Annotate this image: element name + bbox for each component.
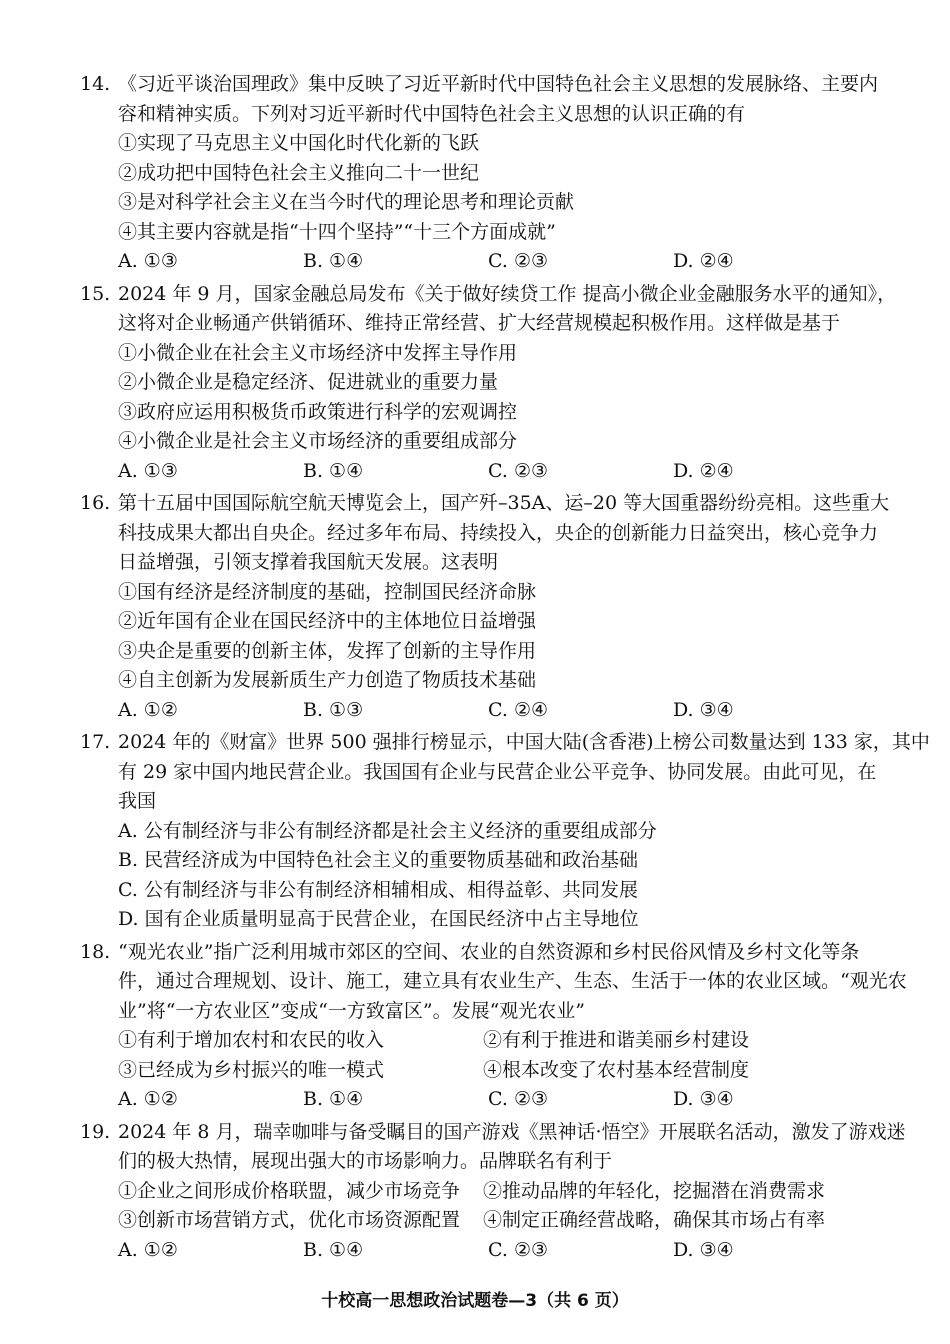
- option-a: A. 公有制经济与非公有制经济都是社会主义经济的重要组成部分: [118, 819, 657, 842]
- statement-item: ④其主要内容就是指“十四个坚持”“十三个方面成就”: [118, 220, 556, 243]
- question-stem-line: 科技成果大都出自央企。经过多年布局、持续投入，央企的创新能力日益突出，核心竞争力: [118, 521, 879, 544]
- option-d: D. ②④: [673, 250, 734, 272]
- statement-item: ①小微企业在社会主义市场经济中发挥主导作用: [118, 341, 518, 364]
- question-stem-line: 2024 年 8 月，瑞幸咖啡与备受瞩目的国产游戏《黑神话·悟空》开展联名活动，激发了游戏迷: [118, 1120, 906, 1143]
- question-number: 17.: [80, 731, 111, 753]
- answer-options: [80, 696, 890, 726]
- question-number: 18.: [80, 940, 111, 963]
- question-stem-line: 这将对企业畅通产供销循环、维持正常经营、扩大经营规模起积极作用。这样做是基于: [118, 312, 841, 334]
- question-number: 15.: [80, 282, 111, 305]
- question-18: [80, 938, 907, 1115]
- answer-options: [80, 1236, 890, 1266]
- option-a: A. ①②: [118, 1088, 178, 1110]
- statement-item: ②成功把中国特色社会主义推向二十一世纪: [118, 161, 480, 184]
- statement-item: ①有利于增加农村和农民的收入: [118, 1029, 385, 1051]
- option-b: B. ①④: [303, 1088, 364, 1110]
- question-stem-line: 2024 年的《财富》世界 500 强排行榜显示，中国大陆(含香港)上榜公司数量达到 133 家，其中: [118, 731, 930, 753]
- statement-item: ③创新市场营销方式，优化市场资源配置: [118, 1209, 461, 1231]
- option-b: B. ①④: [303, 459, 364, 482]
- option-c: C. ②③: [488, 1238, 549, 1261]
- statement-item: ③是对科学社会主义在当今时代的理论思考和理论贡献: [118, 191, 575, 213]
- statement-item: ④制定正确经营战略，确保其市场占有率: [483, 1209, 826, 1231]
- statement-item: ①企业之间形成价格联盟，减少市场竞争: [118, 1179, 461, 1202]
- statement-item: ④小微企业是社会主义市场经济的重要组成部分: [118, 430, 518, 452]
- option-b: B. ①④: [303, 1238, 364, 1261]
- option-b: B. 民营经济成为中国特色社会主义的重要物质基础和政治基础: [118, 849, 639, 871]
- statement-item: ③已经成为乡村振兴的唯一模式: [118, 1058, 385, 1081]
- statement-item: ②小微企业是稳定经济、促进就业的重要力量: [118, 371, 499, 393]
- question-stem-line: 我国: [118, 790, 157, 812]
- question-16: [80, 489, 890, 725]
- option-c: C. ②③: [488, 459, 549, 482]
- option-d: D. ③④: [673, 1238, 734, 1261]
- question-stem-line: 业”将“一方农业区”变成“一方致富区”。发展“观光农业”: [118, 999, 585, 1022]
- statement-item: ③政府应运用积极货币政策进行科学的宏观调控: [118, 400, 518, 423]
- question-number: 16.: [80, 492, 111, 514]
- option-b: B. ①④: [303, 250, 364, 272]
- option-d: D. 国有企业质量明显高于民营企业，在国民经济中占主导地位: [118, 908, 639, 930]
- statement-item: ③央企是重要的创新主体，发挥了创新的主导作用: [118, 639, 537, 662]
- question-stem-line: 第十五届中国国际航空航天博览会上，国产歼–35A、运–20 等大国重器纷纷亮相。这些重大: [118, 492, 890, 514]
- statement-item: ①国有经济是经济制度的基础，控制国民经济命脉: [118, 580, 537, 603]
- question-stem-line: 《习近平谈治国理政》集中反映了习近平新时代中国特色社会主义思想的发展脉络、主要内: [118, 73, 879, 95]
- statement-item: ④自主创新为发展新质生产力创造了物质技术基础: [118, 669, 537, 691]
- answer-options: [80, 247, 890, 277]
- question-14: [80, 70, 890, 277]
- option-d: D. ②④: [673, 459, 734, 482]
- option-c: C. 公有制经济与非公有制经济相辅相成、相得益彰、共同发展: [118, 878, 638, 901]
- option-a: A. ①③: [118, 459, 178, 482]
- question-stem-line: 容和精神实质。下列对习近平新时代中国特色社会主义思想的认识正确的有: [118, 102, 746, 125]
- statement-item: ①实现了马克思主义中国化时代化新的飞跃: [118, 132, 480, 154]
- question-stem-line: 件，通过合理规划、设计、施工，建立具有农业生产、生态、生活于一体的农业区域。“观光农: [118, 970, 907, 992]
- question-15: [80, 280, 897, 487]
- question-stem-line: 有 29 家中国内地民营企业。我国国有企业与民营企业公平竞争、协同发展。由此可见，在: [118, 760, 877, 783]
- option-d: D. ③④: [673, 1088, 734, 1110]
- question-number: 19.: [80, 1120, 111, 1143]
- question-stem-line: 2024 年 9 月，国家金融总局发布《关于做好续贷工作 提高小微企业金融服务水平的通知》，: [118, 282, 897, 305]
- question-stem-line: 们的极大热情，展现出强大的市场影响力。品牌联名有利于: [118, 1150, 613, 1172]
- option-a: A. ①③: [118, 250, 178, 272]
- question-19: [80, 1118, 906, 1266]
- statement-item: ④根本改变了农村基本经营制度: [483, 1058, 750, 1081]
- option-c: C. ②③: [488, 250, 549, 272]
- answer-options: [80, 1085, 890, 1115]
- page-footer: 十校高一思想政治试题卷—3（共 6 页）: [321, 1291, 629, 1311]
- question-stem-line: “观光农业”指广泛利用城市郊区的空间、农业的自然资源和乡村民俗风情及乡村文化等条: [118, 940, 860, 963]
- option-a: A. ①②: [118, 698, 178, 721]
- option-c: C. ②④: [488, 698, 549, 721]
- answer-options: [80, 457, 890, 487]
- question-stem-line: 日益增强，引领支撑着我国航天发展。这表明: [118, 551, 499, 573]
- statement-item: ②有利于推进和谐美丽乡村建设: [483, 1029, 750, 1051]
- question-number: 14.: [80, 73, 111, 95]
- statement-item: ②近年国有企业在国民经济中的主体地位日益增强: [118, 610, 537, 632]
- option-c: C. ②③: [488, 1088, 549, 1110]
- option-d: D. ③④: [673, 698, 734, 721]
- option-a: A. ①②: [118, 1238, 178, 1261]
- option-b: B. ①③: [303, 698, 364, 721]
- statement-item: ②推动品牌的年轻化，挖掘潜在消费需求: [483, 1179, 826, 1202]
- question-17: [80, 728, 930, 935]
